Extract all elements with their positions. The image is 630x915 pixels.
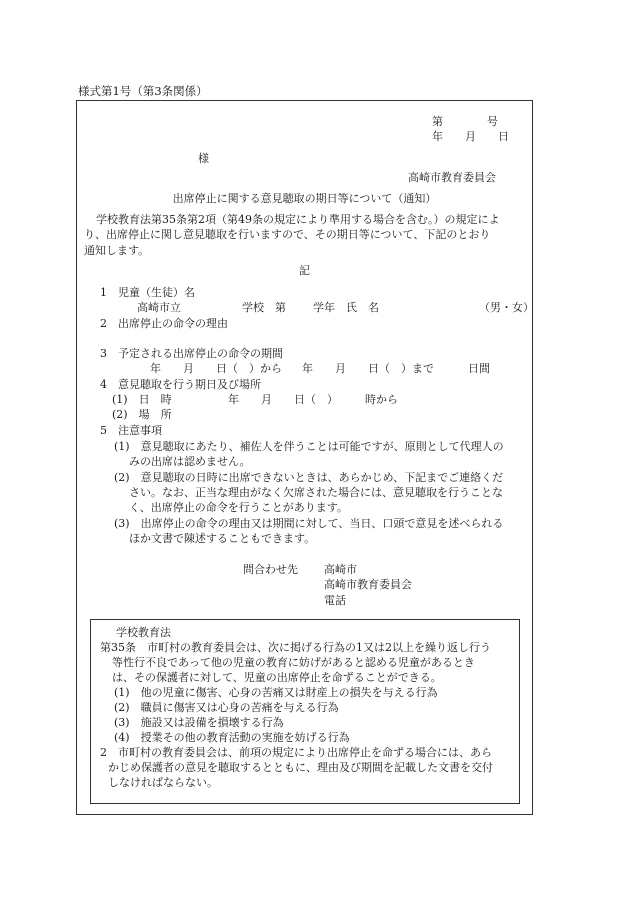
item-1-gender: （男・女）	[479, 301, 534, 314]
item-4-place: (2) 場 所	[112, 408, 172, 421]
note-2-line-1: (2) 意見聴取の日時に出席できないときは、あらかじめ、下記までご連絡くだ	[114, 471, 504, 484]
body-line-2: り、出席停止に関し意見聴取を行いますので、その期日等について、下記のとおり	[84, 228, 491, 241]
law-item-3: (3) 施設又は設備を損壊する行為	[114, 716, 284, 729]
body-line-1: 学校教育法第35条第2項（第49条の規定により準用する場合を含む。）の規定によ	[96, 213, 500, 226]
contact-city: 高崎市	[324, 563, 357, 576]
item-4-title: 4 意見聴取を行う期日及び場所	[100, 378, 261, 391]
law-article-line-2: 等性行不良であって他の児童の教育に妨げがあると認める児童があるとき	[112, 656, 475, 669]
contact-board: 高崎市教育委員会	[324, 578, 412, 591]
note-1-line-2: みの出席は認めません。	[129, 455, 251, 468]
note-3-line-2: ほか文書で陳述することもできます。	[129, 532, 316, 545]
item-1-grade-name: 学年 氏 名	[313, 301, 379, 314]
law-article-line-3: は、その保護者に対して、児童の出席停止を命ずることができる。	[112, 671, 442, 684]
item-1-title: 1 児童（生徒）名	[100, 286, 195, 299]
notice-number: 第 号	[432, 115, 498, 128]
contact-phone: 電話	[324, 594, 346, 607]
item-5-title: 5 注意事項	[100, 424, 162, 437]
issuer-name: 高崎市教育委員会	[408, 171, 496, 184]
law-article-line-1: 第35条 市町村の教育委員会は、次に掲げる行為の1又は2以上を繰り返し行う	[100, 641, 491, 654]
form-label: 様式第1号（第3条関係）	[78, 84, 208, 98]
item-1-school: 学校 第	[242, 301, 286, 314]
note-2-line-2: さい。なお、正当な理由がなく欠席された場合には、意見聴取を行うことな	[129, 486, 503, 499]
item-3-title: 3 予定される出席停止の命令の期間	[100, 347, 283, 360]
law-para-2-line-1: 2 市町村の教育委員会は、前項の規定により出席停止を命ずる場合には、あら	[100, 746, 492, 759]
item-4-date-label: (1) 日 時	[112, 393, 172, 406]
law-item-4: (4) 授業その他の教育活動の実施を妨げる行為	[114, 731, 350, 744]
note-3-line-1: (3) 出席停止の命令の理由又は期間に対して、当日、口頭で意見を述べられる	[114, 517, 504, 530]
note-2-line-3: く、出席停止の命令を行うことがあります。	[129, 501, 348, 514]
item-2-title: 2 出席停止の命令の理由	[100, 317, 228, 330]
contact-label: 問合わせ先	[243, 563, 298, 576]
law-title: 学校教育法	[116, 626, 171, 639]
item-3-to: 年 月 日（ ）まで	[302, 362, 434, 375]
notice-date: 年 月 日	[432, 130, 509, 143]
item-1-school-prefix: 高崎市立	[137, 301, 181, 314]
notice-title: 出席停止に関する意見聴取の期日等について（通知）	[172, 192, 437, 205]
law-para-2-line-3: しなければならない。	[108, 776, 218, 789]
law-item-2: (2) 職員に傷害又は心身の苦痛を与える行為	[114, 701, 339, 714]
item-4-date-value: 年 月 日（ ）	[228, 393, 338, 406]
law-para-2-line-2: かじめ保護者の意見を聴取するとともに、理由及び期間を記載した文書を交付	[108, 761, 493, 774]
ki-marker: 記	[299, 264, 310, 277]
body-line-3: 通知します。	[84, 244, 150, 257]
note-1-line-1: (1) 意見聴取にあたり、補佐人を伴うことは可能ですが、原則として代理人の	[114, 440, 504, 453]
item-3-days: 日間	[468, 362, 490, 375]
item-4-time: 時から	[365, 393, 398, 406]
addressee-suffix: 様	[198, 152, 209, 165]
item-3-from: 年 月 日（ ）から	[150, 362, 282, 375]
law-item-1: (1) 他の児童に傷害、心身の苦痛又は財産上の損失を与える行為	[114, 686, 438, 699]
